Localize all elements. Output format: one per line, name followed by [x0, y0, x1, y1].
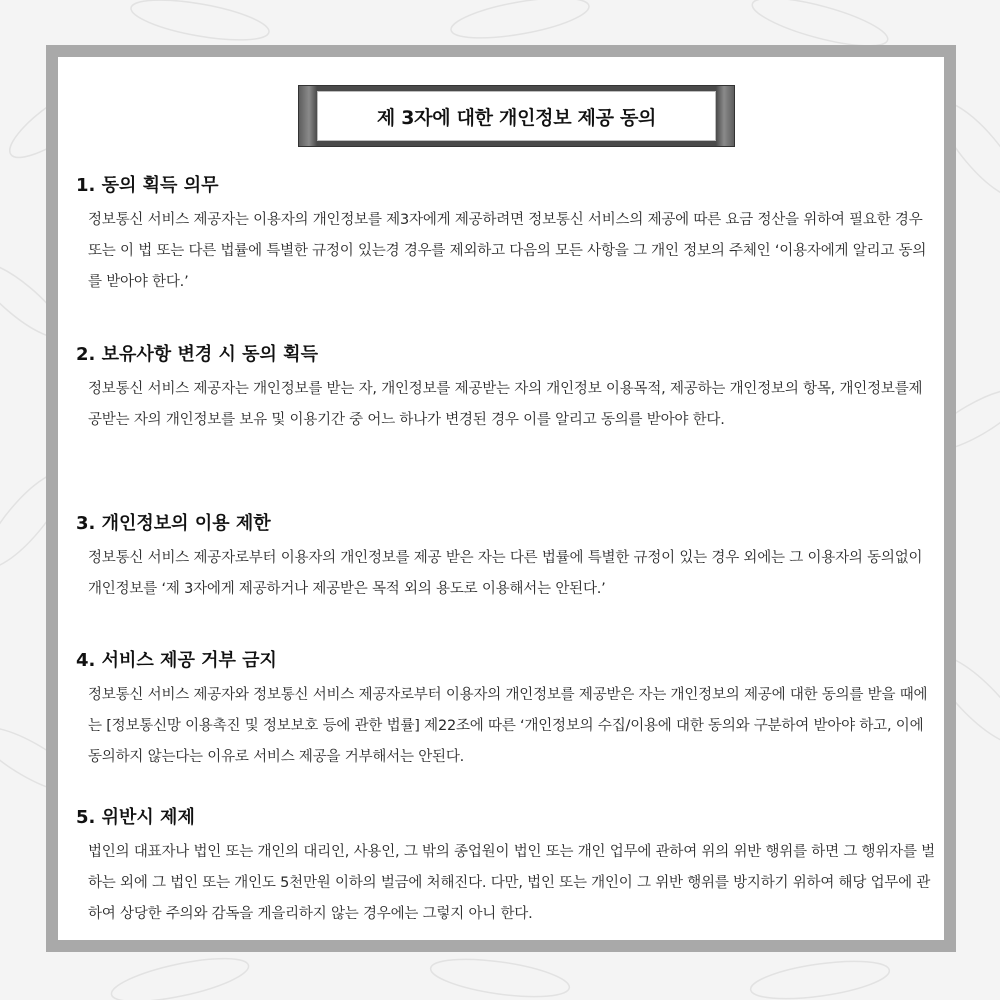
section-heading: 3. 개인정보의 이용 제한	[76, 513, 271, 534]
section-use-restriction	[76, 511, 936, 605]
page-title: 제 3자에 대한 개인정보 제공 동의	[317, 91, 716, 141]
section-heading: 5. 위반시 제제	[76, 807, 195, 828]
section-service-refusal	[76, 648, 936, 773]
section-body: 정보통신 서비스 제공자와 정보통신 서비스 제공자로부터 이용자의 개인정보를 제공받은 자는 개인정보의 제공에 대한 동의를 받을 때에는 [정보통신망 이용촉진 및 정보보호 등에 관한 법률] 제22조에 따른 ‘개인정보의 수집/이용에 대한 동의와 구분하여 받아야 하고, 이에 동의하지 않는다는 이유로 서비스 제공을 거부해서는 안된다.	[88, 687, 928, 765]
document-frame	[46, 45, 956, 952]
section-body: 법인의 대표자나 법인 또는 개인의 대리인, 사용인, 그 밖의 종업원이 법인 또는 개인 업무에 관하여 위의 위반 행위를 하면 그 행위자를 벌하는 외에 그 법인 또는 개인도 5천만원 이하의 벌금에 처해진다. 다만, 법인 또는 개인이 그 위반 행위를 방지하기 위하여 해당 업무에 관하여 상당한 주의와 감독을 게을리하지 않는 경우에는 그렇지 아니 한다.	[88, 844, 935, 922]
section-consent-obligation	[76, 173, 936, 298]
section-penalty	[76, 805, 936, 930]
section-body: 정보통신 서비스 제공자로부터 이용자의 개인정보를 제공 받은 자는 다른 법률에 특별한 규정이 있는 경우 외에는 그 이용자의 동의없이 개인정보를 ‘제 3자에게 제공하거나 제공받은 목적 외의 용도로 이용해서는 안된다.’	[88, 550, 923, 597]
section-body: 정보통신 서비스 제공자는 이용자의 개인정보를 제3자에게 제공하려면 정보통신 서비스의 제공에 따른 요금 정산을 위하여 필요한 경우 또는 이 법 또는 다른 법률에 특별한 규정이 있는경 경우를 제외하고 다음의 모든 사항을 그 개인 정보의 주체인 ‘이용자에게 알리고 동의를 받아야 한다.’	[88, 212, 927, 290]
section-heading: 4. 서비스 제공 거부 금지	[76, 650, 277, 671]
section-heading: 1. 동의 획득 의무	[76, 175, 219, 196]
section-retention-change	[76, 342, 936, 436]
section-heading: 2. 보유사항 변경 시 동의 획득	[76, 344, 318, 365]
title-banner	[298, 85, 735, 147]
section-body: 정보통신 서비스 제공자는 개인정보를 받는 자, 개인정보를 제공받는 자의 개인정보 이용목적, 제공하는 개인정보의 항목, 개인정보를제공받는 자의 개인정보를 보유 및 이용기간 중 어느 하나가 변경된 경우 이를 알리고 동의를 받아야 한다.	[88, 381, 923, 428]
